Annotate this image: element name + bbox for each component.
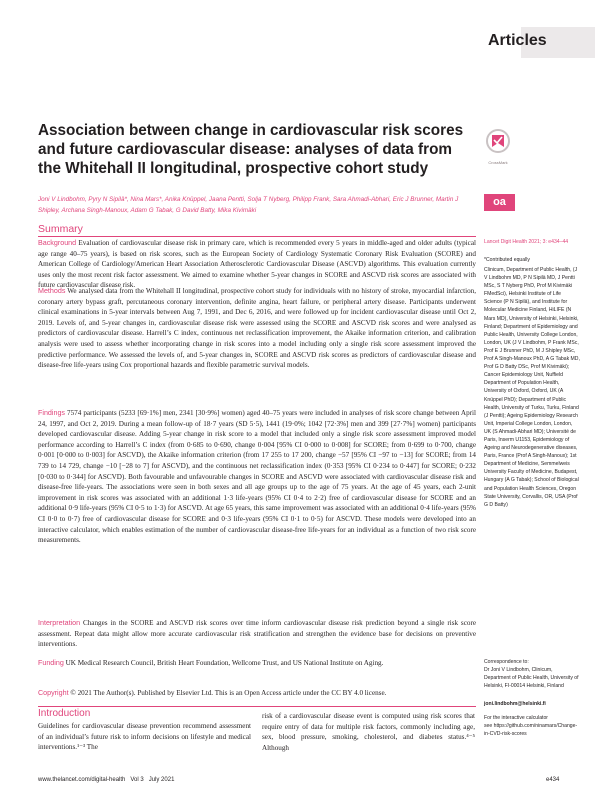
correspondence-label: Correspondence to: <box>484 659 529 665</box>
summary-end-rule <box>38 706 476 707</box>
introduction-heading: Introduction <box>38 708 91 719</box>
interpretation-paragraph <box>38 618 476 650</box>
open-access-badge: oa <box>484 194 515 211</box>
journal-reference: Lancet Digit Health 2021; 3: e434–44 <box>484 239 569 245</box>
findings-text: 7574 participants (5233 [69·1%] men, 2341 [30·9%] women) aged 40–75 years were included in analyses of risk score change between April 24, 1997, and Oct 2, 2019. During a mean follow-up of 18·7 years (SD 5·5), 1441 (19·0%; 1042 [72·3%] men and 399 [27·7%] women) participants developed cardiovascular disease. Adding 5-year change in risk score to a model that included only a single risk score assessment improved model performance according to Harrell’s C index (from 0·685 to 0·690, change 0·004 [95% CI 0·000 to 0·008] for SCORE; from 0·699 to 0·700, change 0·001 [0·000 to 0·003] for ASCVD), the Akaike information criterion (from 17 255 to 17 200, change −57 [95% CI −97 to −13] for SCORE; from 14 739 to 14 729, change −10 [−28 to 7] for ASCVD), and the continuous net reclassification index (0·353 [95% CI 0·234 to 0·447] for SCORE; 0·232 [0·030 to 0·344] for ASCVD). Both favourable and unfavourable changes in SCORE and ASCVD were associated with cardiovascular disease risk and disease-free life-years. The associations were seen in both sexes and all age groups up to the age of 75 years. At the age of 45 years, each 2-unit improvement in risk scores was associated with an additional 1·3 life-years (95% CI 0·4 to 2·2) free of cardiovascular disease for SCORE and an additional 0·9 life-years (95% CI 0·5 to 1·3) for ASCVD. At age 65 years, this same improvement was associated with an additional 0·4 life-years (95% CI 0·0 to 0·7) free of cardiovascular disease for SCORE and 0·3 life-years (95% CI 0·1 to 0·5) for ASCVD. These models were developed into an interactive calculator, which enables estimation of the number of cardiovascular disease-free life-years for an individual as a function of two risk score measurements. <box>38 409 476 545</box>
background-paragraph <box>38 238 476 291</box>
interpretation-label: Interpretation <box>38 619 81 627</box>
contributed-note: *Contributed equally <box>484 257 530 263</box>
page-number: e434 <box>546 777 560 783</box>
copyright-text: © 2021 The Author(s). Published by Elsevier Ltd. This is an Open Access article under the CC BY 4.0 license. <box>70 689 387 697</box>
introduction-col1: Guidelines for cardiovascular disease prevention recommend assessment of an individual’s future risk to inform decisions on lifestyle and medical interventions.¹⁻³ The <box>38 722 251 752</box>
methods-label: Methods <box>38 287 66 295</box>
affiliations: Clinicum, Department of Public Health, (J V Lindbohm MD, P N Sipilä MD, J Pentti MSc, S T Nyberg PhD, Prof M Kivimäki FMedSci), Helsinki Institute of Life Science (P N Sipilä), and Institute for Molecular Medicine Finland, HiLIFE (N Mars MD), University of Helsinki, Helsinki, Finland; Department of Epidemiology and Public Health, University College London, London, UK (J V Lindbohm, P Frank MSc, Prof E J Brunner PhD, M J Shipley MSc, Prof A Singh-Manoux PhD, A G Tabak MD, Prof G D Batty DSc, Prof M Kivimäki); Cancer Epidemiology Unit, Nuffield Department of Population Health, University of Oxford, Oxford, UK (A Knüppel PhD); Department of Public Health, University of Turku, Turku, Finland (J Pentti); Ageing Epidemiology Research Unit, Imperial College London, London, UK (S Ahmadi-Abhari MD); Université de Paris, Inserm U1153, Epidemiology of Ageing and Neurodegenerative diseases, Paris, France (Prof A Singh-Manoux); 1st Department of Medicine, Semmelweis University Faculty of Medicine, Budapest, Hungary (A G Tabak); School of Biological and Population Health Sciences, Oregon State University, Corvallis, OR, USA (Prof G D Batty) <box>484 267 580 508</box>
footer-journal: www.thelancet.com/digital-health Vol 3 July 2021 <box>38 777 175 783</box>
article-title: Association between change in cardiovascular risk scores and future cardiovascular disease: analyses of data from the Whitehall II longitudinal, prospective cohort study <box>38 122 464 177</box>
calculator-link[interactable]: see https://github.com/ninamars/Change-in-CVD-risk-scores <box>484 723 578 738</box>
findings-label: Findings <box>38 409 65 417</box>
interpretation-text: Changes in the SCORE and ASCVD risk scores over time inform cardiovascular disease risk prediction beyond a single risk score assessment. Repeat data might allow more accurate cardiovascular risk stratification and strengthen the evidence base for decisions on preventive interventions. <box>38 619 476 649</box>
background-text: Evaluation of cardiovascular disease risk in primary care, which is recommended every 5 years in middle-aged and older adults (typical age range 40–75 years), is based on risk scores, such as the European Society of Cardiology Systematic Coronary Risk Evaluation (SCORE) and American College of Cardiology/American Heart Association Atherosclerotic Cardiovascular Disease (ASCVD) algorithms. This evaluation currently uses only the most recent risk factor assessment. We aimed to examine whether 5-year changes in SCORE and ASCVD risk scores are associated with future cardiovascular disease risk. <box>38 239 476 290</box>
copyright-paragraph <box>38 688 476 699</box>
funding-label: Funding <box>38 659 64 667</box>
correspondence-address: Dr Joni V Lindbohm, Clinicum, Department of Public Health, University of Helsinki, FI-00014 Helsinki, Finland <box>484 667 579 690</box>
methods-text: We analysed data from the Whitehall II longitudinal, prospective cohort study for individuals with no history of stroke, myocardial infarction, coronary artery bypass graft, percutaneous coronary intervention, definite angina, heart failure, or peripheral artery disease. Participants underwent clinical examinations in 5-year intervals between Aug 7, 1991, and Dec 6, 2016, and were followed up for incident cardiovascular disease until Oct 2, 2019. Levels of, and 5-year changes in, cardiovascular disease risk were assessed using the SCORE and ASCVD risk scores and were analysed as predictors of cardiovascular disease. Harrell’s C index, continuous net reclassification improvement, the Akaike information criterion, and calibration analysis were used to assess whether incorporating change in risk scores into a model including only a single risk score assessment improved the predictive performance. We assessed the levels of, and 5-year changes in, SCORE and ASCVD risk scores as predictors of cardiovascular disease and disease-free life-years using Cox proportional hazards and flexible parametric survival models. <box>38 287 476 370</box>
copyright-label: Copyright <box>38 689 69 697</box>
methods-paragraph <box>38 286 476 371</box>
author-list: Joni V Lindbohm, Pyry N Sipilä*, Nina Mars*, Anika Knüppel, Jaana Pentti, Solja T Nyberg, Philipp Frank, Sara Ahmadi-Abhari, Eric J Brunner, Martin J Shipley, Archana Singh-Manoux, Adam G Tabak, G David Batty, Mika Kivimäki <box>38 196 459 214</box>
crossmark-icon[interactable] <box>484 128 512 160</box>
background-label: Background <box>38 239 77 247</box>
funding-text: UK Medical Research Council, British Heart Foundation, Wellcome Trust, and US National Institute on Aging. <box>65 659 384 667</box>
summary-rule <box>38 236 476 237</box>
summary-heading: Summary <box>38 223 83 235</box>
findings-paragraph <box>38 408 476 546</box>
calculator-label: For the interactive calculator <box>484 715 548 721</box>
crossmark-label: CrossMark <box>488 160 508 165</box>
introduction-col2: risk of a cardiovascular disease event is computed using risk scores that require entry of data for multiple risk factors, commonly including age, sex, blood pressure, smoking, cholesterol, and diabetes status.⁴⁻⁵ Although <box>262 712 475 752</box>
section-label: Articles <box>488 32 547 49</box>
funding-paragraph <box>38 658 476 669</box>
correspondence-email[interactable]: joni.lindbohm@helsinki.fi <box>484 701 546 707</box>
